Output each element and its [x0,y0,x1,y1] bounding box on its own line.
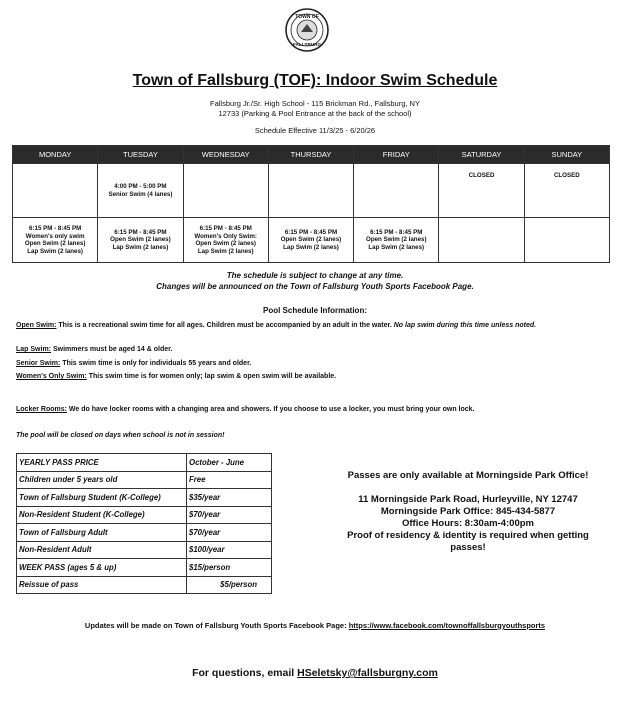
locker-rooms-text: We do have locker rooms with a changing area and showers. If you choose to use a locker, you must bring your own lock. [66,406,475,413]
schedule-effective: Schedule Effective 11/3/25 - 6/20/26 [254,126,376,135]
office-hours: Office Hours: 8:30am-4:00pm [402,518,534,529]
lap-swim-info [16,346,172,353]
email-link[interactable]: HSeletsky@fallsburgny.com [297,667,438,679]
price-value: $100/year [187,541,272,559]
schedule-cell [354,164,439,218]
schedule-cell [439,218,524,263]
price-row [17,576,272,594]
price-value: $70/year [187,524,272,542]
price-row [17,489,272,507]
day-header: WEDNESDAY [183,146,268,164]
open-swim-label: Open Swim: [16,322,57,329]
open-swim-note: No lap swim during this time unless noted. [393,322,537,329]
schedule-cell: CLOSED [524,164,609,218]
price-row [17,506,272,524]
schedule-cell: 6:15 PM - 8:45 PM Women's Only Swim: Open Swim (2 lanes) Lap Swim (2 lanes) [183,218,268,263]
womens-swim-info [16,373,336,380]
schedule-cell: 6:15 PM - 8:45 PM Open Swim (2 lanes) Lap Swim (2 lanes) [268,218,353,263]
schedule-notice [0,270,630,292]
schedule-cell [268,164,353,218]
womens-swim-label: Women's Only Swim: [16,373,87,380]
town-seal-logo [285,8,329,52]
address [0,99,630,119]
closed-note: The pool will be closed on days when school is not in session! [16,432,225,439]
price-label: Children under 5 years old [17,471,187,489]
page-title: Town of Fallsburg (TOF): Indoor Swim Schedule [132,72,498,89]
lap-swim-text: Swimmers must be aged 14 & older. [51,346,173,353]
day-header: TUESDAY [98,146,183,164]
day-header: SUNDAY [524,146,609,164]
svg-text:FALLSBURG: FALLSBURG [292,42,322,47]
schedule-cell: 6:15 PM - 8:45 PM Open Swim (2 lanes) Lap Swim (2 lanes) [354,218,439,263]
schedule-cell [13,164,98,218]
price-label: YEARLY PASS PRICE [17,454,187,472]
womens-swim-text: This swim time is for women only; lap swim & open swim will be available. [86,373,337,380]
schedule-cell: 6:15 PM - 8:45 PM Women's only swim Open Swim (2 lanes) Lap Swim (2 lanes) [13,218,98,263]
office-proof-line1: Proof of residency & identity is required when getting [347,530,589,541]
price-row [17,559,272,577]
updates-line [0,621,630,630]
swim-schedule-table [12,145,610,263]
day-header: FRIDAY [354,146,439,164]
price-label: Town of Fallsburg Adult [17,524,187,542]
day-header: MONDAY [13,146,98,164]
notice-line2: Changes will be announced on the Town of Fallsburg Youth Sports Facebook Page. [156,282,474,291]
info-heading: Pool Schedule Information: [262,306,367,315]
price-label: WEEK PASS (ages 5 & up) [17,559,187,577]
price-row [17,524,272,542]
price-label: Non-Resident Student (K-College) [17,506,187,524]
senior-swim-text: This swim time is only for individuals 55 years and older. [60,360,252,367]
office-line1: Passes are only available at Morningside Park Office! [347,470,589,481]
day-header: SATURDAY [439,146,524,164]
price-value: $15/person [187,559,272,577]
questions-line [0,667,630,679]
price-label: Reissue of pass [17,576,187,594]
schedule-cell: 4:00 PM - 5:00 PM Senior Swim (4 lanes) [98,164,183,218]
address-line2: 12733 (Parking & Pool Entrance at the back of the school) [218,109,412,118]
updates-text: Updates will be made on Town of Fallsburg Youth Sports Facebook Page: [84,621,349,630]
locker-rooms-info [16,406,475,413]
svg-text:TOWN OF: TOWN OF [295,14,319,20]
facebook-link[interactable]: https://www.facebook.com/townoffallsburgyouthsports [348,621,546,630]
price-label: Town of Fallsburg Student (K-College) [17,489,187,507]
price-row [17,454,272,472]
open-swim-info [16,322,536,329]
schedule-cell [183,164,268,218]
day-header: THURSDAY [268,146,353,164]
senior-swim-info [16,360,251,367]
office-address: 11 Morningside Park Road, Hurleyville, NY 12747 [358,494,578,505]
schedule-cell: 6:15 PM - 8:45 PM Open Swim (2 lanes) Lap Swim (2 lanes) [98,218,183,263]
questions-text: For questions, email [192,667,298,679]
price-value: $5/person [187,576,272,594]
address-line1: Fallsburg Jr./Sr. High School - 115 Brickman Rd., Fallsburg, NY [210,99,420,108]
locker-rooms-label: Locker Rooms: [16,406,67,413]
office-phone: Morningside Park Office: 845-434-5877 [380,506,556,517]
schedule-cell: CLOSED [439,164,524,218]
price-label: Non-Resident Adult [17,541,187,559]
lap-swim-label: Lap Swim: [16,346,52,353]
notice-line1: The schedule is subject to change at any time. [226,271,404,280]
price-value: October - June [187,454,272,472]
pass-price-table [16,453,272,594]
schedule-cell [524,218,609,263]
price-value: $70/year [187,506,272,524]
price-value: Free [187,471,272,489]
price-value: $35/year [187,489,272,507]
senior-swim-label: Senior Swim: [16,360,61,367]
office-info [318,470,618,554]
price-row [17,541,272,559]
office-proof-line2: passes! [450,542,486,553]
price-row [17,471,272,489]
open-swim-text: This is a recreational swim time for all ages. Children must be accompanied by an adult in the water. [56,322,394,329]
